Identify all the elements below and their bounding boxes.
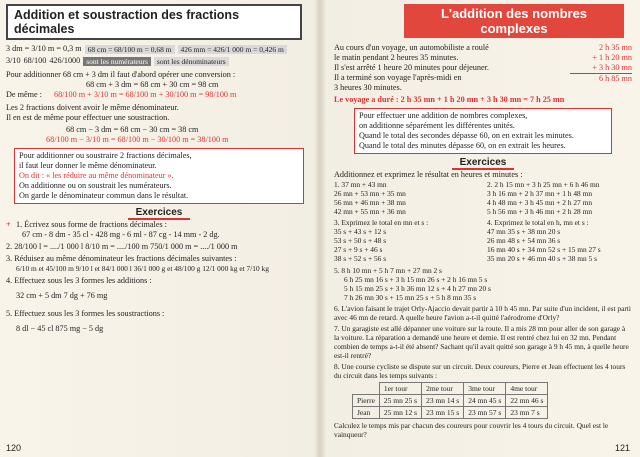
exercise-3-item: 38 s + 52 s + 56 s (334, 254, 387, 263)
right-page (320, 0, 640, 457)
table-header: 2me tour (422, 383, 464, 395)
fraction-grid (6, 56, 312, 66)
time-cell: 24 mn 45 s (464, 395, 506, 407)
rule-box (14, 148, 304, 204)
table-header: 4me tour (506, 383, 548, 395)
table-header: 1er tour (379, 383, 421, 395)
rule-line: On additionne ou on soustrait les numérateurs. (19, 181, 172, 190)
exercise-1-item: 56 mn + 46 mn + 38 mn (334, 198, 406, 207)
rule-line: on additionne séparément les différentes unités. (359, 121, 515, 130)
de-meme-math: 68/100 m + 3/10 m = 68/100 m + 30/100 m = 98/100 m (53, 90, 237, 99)
calc-line: + 1 h 20 mn (592, 53, 632, 62)
voyage-total: Le voyage a duré : 2 h 35 mn + 1 h 20 mn + 3 h 30 mn = 7 h 25 mn (334, 95, 565, 104)
exercise-1-item: 42 mn + 55 mn + 36 mn (334, 207, 406, 216)
time-cell: 23 mn 7 s (506, 407, 548, 419)
closing-question: Calculez le temps mis par chacun des coureurs pour couvrir les 4 tours du circuit. Quel est le vainqueur? (334, 421, 609, 439)
paragraph: Il en est de même pour effectuer une soustraction. (6, 113, 170, 122)
numerator-label: sont les numérateurs (83, 57, 151, 66)
exercise-3-item: 35 s + 43 s + 12 s (334, 227, 387, 236)
calc-line: 2 h 35 mn (599, 43, 632, 52)
page-title: L'addition des nombres complexes (404, 4, 624, 38)
exercise-2: 2. 28/100 l = ..../1 000 l 8/10 m = ..../100 m 750/1 000 m = ..../1 000 m (6, 242, 238, 251)
exercise-1-item: 26 mn + 53 mn + 35 mn (334, 189, 406, 198)
subtraction-example: 68 cm − 3 dm = 68 cm − 30 cm = 38 cm (66, 125, 199, 134)
exercise-4-item: 16 mn 40 s + 34 mn 52 s + 15 mn 27 s (487, 245, 601, 254)
calc-line: + 3 h 30 mn (570, 63, 632, 74)
de-meme-line (6, 90, 312, 100)
conversion-row (6, 44, 312, 54)
rule-line: Quand le total des minutes dépasse 60, on en extrait les heures. (359, 141, 566, 150)
table-row (353, 407, 548, 419)
example-intro: Pour additionner 68 cm + 3 dm il faut d'abord opérer une conversion : (6, 70, 236, 79)
table-header: 3me tour (464, 383, 506, 395)
intro-line: Au cours d'un voyage, un automobiliste a roulé (334, 43, 489, 52)
exercises-heading: Exercices (6, 207, 312, 218)
exercise-3: 3. Exprimez le total en mn et s : (334, 218, 429, 227)
empty-cell (353, 383, 380, 395)
intro-line: Il s'est arrêté 1 heure 20 minutes pour déjeuner. (334, 63, 489, 72)
denominator-label: sont les dénominateurs (154, 57, 229, 66)
rule-line: On dit : « les réduire au même dénominateur ». (19, 171, 174, 180)
intro-section (334, 43, 632, 93)
rule-box (354, 108, 612, 154)
exercise-2-item: 4 h 48 mn + 3 h 45 mn + 2 h 27 mn (487, 198, 593, 207)
exercise-4-item: 35 mn 20 s + 46 mn 40 s + 38 mn 5 s (487, 254, 597, 263)
rule-line: Pour effectuer une addition de nombres complexes, (359, 111, 528, 120)
exercise-5-item: 7 h 26 mn 30 s + 15 mn 25 s + 5 h 8 mn 35 s (344, 293, 477, 302)
conversion-item: 426 mm = 426/1 000 m = 0,426 m (178, 45, 287, 54)
exercise-8: 8. Une course cycliste se dispute sur un circuit. Deux coureurs, Pierre et Jean effectuent les 4 tours du circuit dans les temps suivants : (334, 362, 626, 380)
exercise-4-item: 47 mn 35 s + 38 mn 20 s (487, 227, 561, 236)
time-cell: 23 mn 57 s (464, 407, 506, 419)
rule-line: il faut leur donner le même dénominateur. (19, 161, 157, 170)
intro-line: Il a terminé son voyage l'après-midi en (334, 73, 462, 82)
column-calculation (570, 43, 632, 93)
exercise-3-items: 6/10 m et 45/100 m 9/10 l et 84/1 000 l 36/1 000 g et 48/100 g 12/1 000 kg et 7/10 kg (16, 264, 269, 273)
table-row (353, 395, 548, 407)
fraction-label: 3/10 (6, 56, 21, 65)
exercise-5: 5. 8 h 10 mn + 5 h 7 mn + 27 mn 2 s (334, 266, 442, 275)
rule-line: On garde le dénominateur commun dans le résultat. (19, 191, 189, 200)
exercise-5-block (334, 266, 632, 302)
exercises-heading: Exercices (334, 157, 632, 168)
page-number: 120 (6, 443, 22, 453)
exercise-4: 4. Exprimez le total en h, mn et s : (487, 218, 589, 227)
exercise-5-items: 8 dl − 45 cl 875 mg − 5 dg (16, 324, 104, 333)
intro-line: le matin pendant 2 heures 35 minutes. (334, 53, 459, 62)
time-cell: 22 mn 46 s (506, 395, 548, 407)
exercise-columns (334, 218, 632, 263)
subtraction-fraction: 68/100 m − 3/10 m = 68/100 m − 30/100 m = 38/100 m (46, 135, 229, 144)
time-cell: 25 mn 25 s (379, 395, 421, 407)
paragraph: Les 2 fractions doivent avoir le même dénominateur. (6, 103, 179, 112)
exercise-6: 6. L'avion faisant le trajet Orly-Ajaccio devait partir à 10 h 45 mn. Par suite d'un incident, il est parti avec 46 mn de retard. A quelle heure l'avion a-t-il quitté l'aérodrome d'Orly? (334, 304, 631, 322)
exercise-columns (334, 180, 632, 216)
conversion-item: 68 cm = 68/100 m = 0,68 m (85, 45, 175, 54)
exercise-1: 1. 37 mn + 43 mn (334, 180, 387, 189)
time-cell: 23 mn 15 s (422, 407, 464, 419)
exercise-intro: Additionnez et exprimez le résultat en heures et minutes : (334, 170, 523, 179)
intro-line: 3 heures 30 minutes. (334, 83, 402, 92)
runner-name: Pierre (353, 395, 380, 407)
exercise-3-item: 53 s + 50 s + 48 s (334, 236, 387, 245)
exercise-4-item: 26 mn 48 s + 54 mn 36 s (487, 236, 561, 245)
exercise-4-items: 32 cm + 5 dm 7 dg + 76 mg (16, 291, 108, 300)
page-number: 121 (614, 443, 630, 453)
conversion-item: 3 dm = 3/10 m = 0,3 m (6, 44, 82, 53)
fraction-label: 426/1000 (49, 56, 81, 65)
exercise-1-items: 67 cm - 8 dm - 35 cl - 428 mg - 6 ml - 87 cg - 14 mm - 2 dg. (22, 230, 220, 239)
time-cell: 25 mn 12 s (379, 407, 421, 419)
exercise-7: 7. Un garagiste est allé dépanner une voiture sur la route. Il a mis 28 mn pour aller de son garage à la voiture. La réparation a demandé une heure et demie. Il est rentré chez lui en 32 mn. Pendant combien de temps a-t-il été absent? Sachant qu'il avait quitté son garage à 9 h 45 mn, à quelle heure est-il rentré? (334, 324, 629, 360)
calc-result: 6 h 85 mn (599, 74, 632, 83)
exercise-2-item: 5 h 56 mn + 3 h 46 mn + 2 h 28 mn (487, 207, 593, 216)
rule-line: Quand le total des secondes dépasse 60, on en extrait les minutes. (359, 131, 574, 140)
exercise-2-item: 3 h 16 mn + 2 h 37 mn + 1 h 48 mn (487, 189, 593, 198)
exercise-5: 5. Effectuez sous les 3 formes les soustractions : (6, 309, 165, 318)
exercise-4: 4. Effectuez sous les 3 formes les additions : (6, 276, 152, 285)
exercise-5-item: 5 h 15 mn 25 s + 3 h 36 mn 12 s + 4 h 27 mn 20 s (344, 284, 491, 293)
exercise-2: 2. 2 h 15 mn + 3 h 25 mn + 6 h 46 mn (487, 180, 600, 189)
rule-line: Pour additionner ou soustraire 2 fractions décimales, (19, 151, 192, 160)
time-cell: 23 mn 14 s (422, 395, 464, 407)
page-title: Addition et soustraction des fractions décimales (6, 4, 302, 40)
exercise-3: 3. Réduisez au même dénominateur les fractions décimales suivantes : (6, 254, 237, 263)
fraction-label: 68/100 (23, 56, 47, 65)
example-sum: 68 cm + 3 dm = 68 cm + 30 cm = 98 cm (86, 80, 219, 89)
exercise-5-item: 6 h 25 mn 16 s + 3 h 15 mn 26 s + 2 h 16 mn 5 s (344, 275, 488, 284)
exercise-3-item: 27 s + 9 s + 46 s (334, 245, 383, 254)
de-meme-label: De même : (6, 90, 42, 99)
exercise-1: + 1. Écrivez sous forme de fractions décimales : (6, 220, 167, 229)
race-table (352, 382, 548, 419)
runner-name: Jean (353, 407, 380, 419)
